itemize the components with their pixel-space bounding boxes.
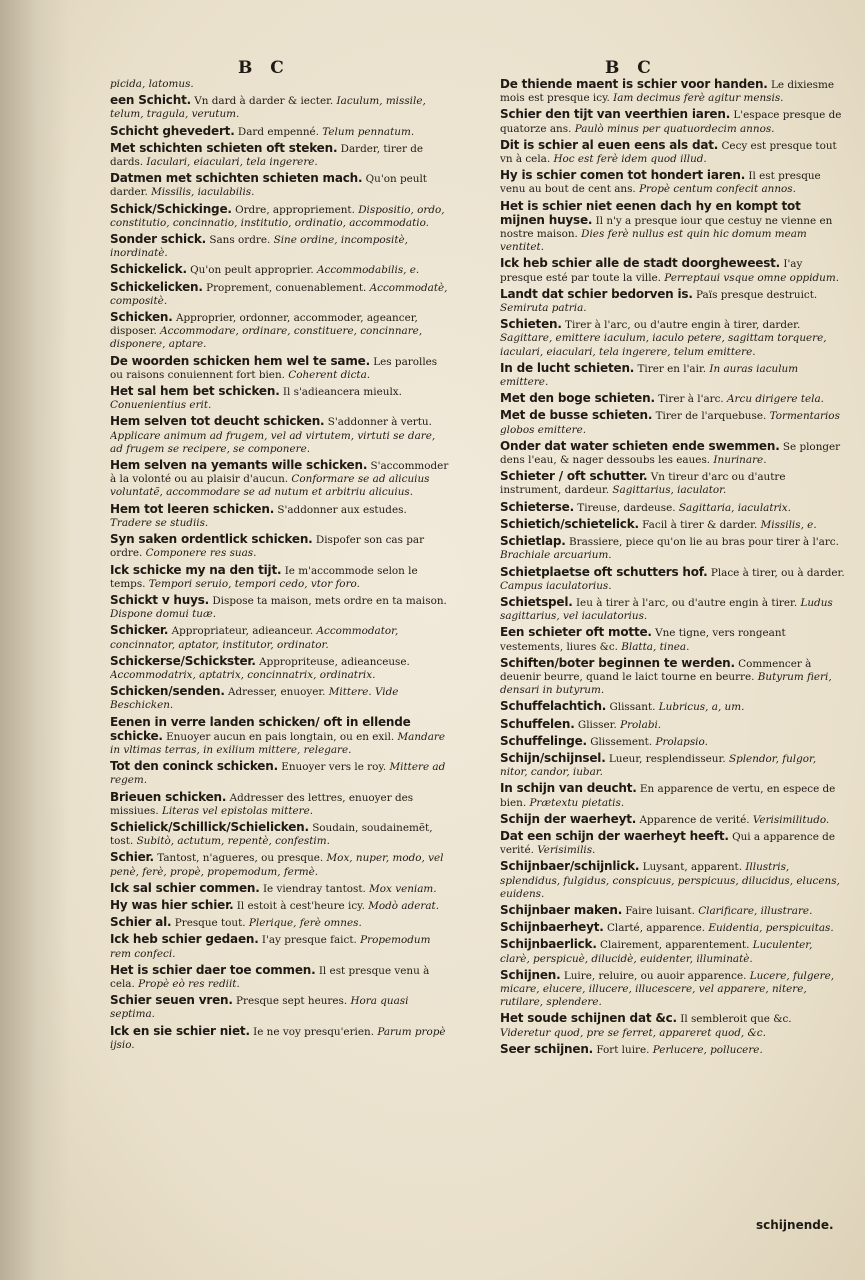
entry-latin: Plerique, ferè omnes.	[248, 917, 362, 930]
dictionary-entry	[110, 415, 450, 456]
entry-headword: In de lucht schieten.	[500, 360, 635, 375]
dictionary-entry	[500, 1012, 845, 1039]
entry-french: Glissant.	[609, 701, 656, 714]
entry-headword: Hem selven na yemants wille schicken.	[110, 458, 368, 473]
dictionary-entry	[110, 94, 450, 121]
entry-headword: Onder dat water schieten ende swemmen.	[500, 438, 780, 453]
dictionary-entry	[110, 791, 450, 818]
entry-latin: Hoc est ferè idem quod illud.	[553, 153, 707, 166]
entry-latin: Dispone domui tuæ.	[110, 608, 217, 621]
entry-french: S'addonner aux estudes.	[277, 503, 407, 516]
entry-french: Ordre, appropriement.	[235, 203, 355, 216]
dictionary-entry	[500, 518, 845, 532]
dictionary-entry	[110, 760, 450, 787]
entry-french: I'ay presque faict.	[261, 934, 357, 947]
entry-headword: Ick heb schier alle de stadt doorgheweest.	[500, 256, 781, 271]
dictionary-entry	[110, 172, 450, 199]
entry-latin: Sagittare, emittere iaculum, iaculo petere, sagittam torquere, iaculari, eiaculari, tela ingerere, telum emittere.	[500, 332, 827, 358]
entry-latin: Modò aderat.	[368, 899, 440, 912]
entry-headword: Het sal hem bet schicken.	[110, 384, 280, 399]
dictionary-entry	[500, 392, 845, 406]
entry-french: Luysant, apparent.	[642, 861, 743, 874]
entry-headword: Schietplaetse oft schutters hof.	[500, 564, 708, 579]
entry-headword: Landt dat schier bedorven is.	[500, 286, 693, 301]
entry-latin: Arcu dirigere tela.	[727, 393, 824, 406]
entry-latin: Tormentarios globos emittere.	[500, 410, 840, 436]
dictionary-entry	[110, 263, 450, 277]
entry-french: Ieu à tirer à l'arc, ou d'autre engin à tirer.	[575, 596, 798, 609]
entry-headword: Schietich/schietelick.	[500, 516, 639, 531]
entry-french: Tirer à l'arc.	[658, 393, 724, 406]
entry-french: Il sembleroit que &c.	[680, 1013, 792, 1026]
dictionary-entry	[500, 501, 845, 515]
entry-headword: In schijn van deucht.	[500, 781, 637, 796]
entry-latin: Lubricus, a, um.	[658, 701, 745, 714]
entry-french: Les parolles ou raisons conuiennent fort bien.	[110, 355, 438, 381]
dictionary-entry	[500, 409, 845, 436]
entry-french: Tantost, n'agueres, ou presque.	[157, 852, 324, 865]
entry-headword: een Schicht.	[110, 93, 191, 108]
entry-french: Addresser des lettres, enuoyer des missiues.	[110, 791, 414, 817]
entry-french: Proprement, conuenablement.	[206, 281, 367, 294]
entry-headword: Ick en sie schier niet.	[110, 1023, 250, 1038]
entry-headword: Ick sal schier commen.	[110, 880, 260, 895]
entry-headword: Schicken/senden.	[110, 684, 225, 699]
entry-headword: Met de busse schieten.	[500, 408, 653, 423]
dictionary-entry	[110, 994, 450, 1021]
entry-french: Le dixiesme mois est presque icy.	[500, 79, 834, 105]
signature-mark-right: B C	[605, 58, 657, 78]
entry-french: Se plonger dens l'eau, & nager dessoubs les eaues.	[500, 440, 841, 467]
entry-french: Ie m'accommode selon le temps.	[110, 564, 418, 590]
entry-headword: Schicht ghevedert.	[110, 123, 235, 138]
entry-headword: Seer schijnen.	[500, 1041, 594, 1056]
entry-headword: Schuffelinge.	[500, 733, 587, 748]
entry-headword: Een schieter oft motte.	[500, 625, 652, 640]
dictionary-entry	[500, 735, 845, 749]
entry-french: Appropriateur, adieanceur.	[171, 625, 314, 638]
entry-french: Faire luisant.	[625, 904, 695, 917]
entry-latin: Campus iaculatorius.	[500, 579, 612, 592]
entry-latin: Iam decimus ferè agitur mensis.	[613, 92, 784, 105]
entry-headword: Eenen in verre landen schicken/ oft in ellende schicke.	[110, 714, 411, 743]
entry-french: Vne tigne, vers rongeant vestements, liures &c.	[500, 627, 786, 653]
entry-latin: Mittere ad regem.	[110, 761, 446, 787]
entry-french: Païs presque destruict.	[696, 288, 818, 301]
entry-french: Lueur, resplendisseur.	[608, 752, 726, 765]
dictionary-entry	[110, 459, 450, 500]
entry-headword: Schickelick.	[110, 262, 187, 277]
entry-french: Il s'adieancera mieulx.	[282, 386, 402, 399]
entry-french: Dard empenné.	[237, 125, 319, 138]
entry-french: En apparence de vertu, en espece de bien.	[500, 783, 836, 809]
dictionary-entry	[110, 203, 450, 230]
entry-latin: In auras iaculum emittere.	[500, 362, 799, 389]
entry-latin: Prolapsio.	[655, 735, 708, 748]
entry-latin: Inurinare.	[713, 454, 767, 467]
dictionary-entry	[500, 718, 845, 732]
entry-headword: Sonder schick.	[110, 232, 207, 247]
entry-french: Facil à tirer & darder.	[642, 518, 758, 531]
entry-headword: Schuffelen.	[500, 716, 575, 731]
entry-latin: Accommodare, ordinare, constituere, concinnare, disponere, aptare.	[110, 325, 423, 351]
entry-french: Il est presque venu au bout de cent ans.	[500, 170, 821, 196]
entry-french: Clarté, apparence.	[606, 922, 706, 935]
entry-headword: Hy is schier comen tot hondert iaren.	[500, 168, 746, 183]
entry-latin: Verisimilis.	[537, 844, 596, 857]
entry-headword: Het is schier niet eenen dach hy en kompt tot mijnen huyse.	[500, 198, 801, 227]
dictionary-entry	[110, 385, 450, 412]
entry-french: Luire, reluire, ou auoir apparence.	[563, 969, 747, 982]
entry-headword: Schijnbaer/schijnlick.	[500, 859, 640, 874]
dictionary-entry	[110, 594, 450, 621]
entry-headword: Dat een schijn der waerheyt heeft.	[500, 828, 729, 843]
entry-french: Soudain, soudainemẽt, tost.	[110, 821, 433, 848]
entry-latin: Prolabi.	[620, 718, 662, 731]
entry-latin: Accommodator, concinnator, aptator, institutor, ordinator.	[110, 625, 399, 651]
entry-latin: Componere res suas.	[145, 547, 257, 560]
entry-headword: Schier seuen vren.	[110, 993, 233, 1008]
dictionary-entry	[110, 533, 450, 560]
entry-latin: Propemodum rem confeci.	[110, 934, 431, 960]
dictionary-entry	[500, 566, 845, 593]
entry-headword: Schicken.	[110, 310, 173, 325]
entry-french: Vn tireur d'arc ou d'autre instrument, dardeur.	[500, 471, 786, 497]
entry-latin: Paulò minus per quatuordecim annos.	[574, 122, 775, 135]
dictionary-entry	[500, 200, 845, 255]
entry-latin: Mittere. Vide Beschicken.	[110, 686, 399, 712]
entry-latin: Sagittarius, iaculator.	[612, 484, 727, 497]
dictionary-entry	[500, 700, 845, 714]
dictionary-entry	[500, 108, 845, 135]
entry-latin: Dispositio, ordo, constitutio, concinnatio, institutio, ordinatio, accommodatio.	[110, 203, 445, 229]
dictionary-entry	[110, 851, 450, 878]
entry-french: Enuoyer aucun en pais longtain, ou en exil.	[166, 730, 395, 743]
entry-headword: Brieuen schicken.	[110, 789, 227, 804]
dictionary-entry	[500, 169, 845, 196]
entry-latin: Telum pennatum.	[322, 125, 415, 138]
entry-french: Apparence de verité.	[639, 813, 750, 826]
entry-latin: Mandare in vltimas terras, in exilium mittere, relegare.	[110, 730, 446, 756]
dictionary-entry	[500, 318, 845, 359]
entry-latin: Videretur quod, pre se ferret, appareret quod, &c.	[500, 1026, 766, 1039]
entry-latin: Mox, nuper, modo, vel penè, ferè, propè, propemodum, fermè.	[110, 852, 444, 878]
entry-headword: Schick/Schickinge.	[110, 201, 232, 216]
dictionary-entry	[500, 288, 845, 315]
entry-headword: Hem tot leeren schicken.	[110, 501, 275, 516]
entry-headword: Schicker.	[110, 623, 169, 638]
entry-latin: Accommodabilis, e.	[317, 264, 420, 277]
entry-french: Il est presque venu à cela.	[110, 964, 430, 990]
entry-french: Qu'on peult darder.	[110, 173, 427, 199]
dictionary-entry	[110, 1025, 450, 1052]
entry-french: Tirer en l'air.	[637, 362, 707, 375]
entry-headword: Schier.	[110, 850, 154, 865]
entry-french: I'ay presque esté par toute la ville.	[500, 258, 803, 284]
dictionary-entry	[500, 139, 845, 166]
entry-latin: Euidentia, perspicuitas.	[708, 922, 834, 935]
entry-latin: Applicare animum ad frugem, vel ad virtutem, virtuti se dare, ad frugem se recipere, se componere.	[110, 429, 436, 455]
dictionary-entry	[500, 782, 845, 809]
entry-latin: Conformare se ad alicuius voluntatẽ, accommodare se ad nutum et arbitriu alicuius.	[110, 473, 430, 499]
entry-headword: Schier den tijt van veerthien iaren.	[500, 107, 731, 122]
dictionary-entry	[110, 78, 450, 91]
entry-latin: Perreptaui vsque omne oppidum.	[664, 271, 840, 284]
entry-headword: Schier al.	[110, 915, 172, 930]
entry-latin: Semiruta patria.	[500, 302, 587, 315]
entry-headword: Schijnen.	[500, 967, 561, 982]
dictionary-entry	[110, 355, 450, 382]
entry-french: Darder, tirer de dards.	[110, 142, 424, 169]
dictionary-entry	[500, 813, 845, 827]
entry-latin: Illustris, splendidus, fulgidus, conspicuus, perspicuus, dilucidus, elucens, euidens.	[500, 861, 840, 900]
dictionary-entry	[500, 1043, 845, 1057]
entry-latin: Dies ferè nullus est quin hic domum meam ventitet.	[500, 228, 807, 254]
entry-headword: Schickelicken.	[110, 279, 203, 294]
entry-french: Il n'y a presque iour que cestuy ne vienne en nostre maison.	[500, 214, 833, 241]
entry-latin: Iaculari, eiaculari, tela ingerere.	[146, 156, 318, 169]
entry-french: S'accommoder à la volonté ou au plaisir d'aucun.	[110, 460, 449, 486]
entry-headword: Het is schier daer toe commen.	[110, 962, 316, 977]
catchword: schijnende.	[756, 1218, 834, 1232]
entry-latin: Accommodatrix, aptatrix, concinnatrix, ordinatrix.	[110, 668, 376, 681]
entry-french: Dispose ta maison, mets ordre en ta maison.	[212, 594, 447, 607]
entry-headword: Schiften/boter beginnen te werden.	[500, 655, 735, 670]
entry-french: Place à tirer, ou à darder.	[710, 566, 845, 579]
dictionary-entry	[500, 921, 845, 935]
entry-latin: Conuenientius erit.	[110, 399, 212, 412]
entry-headword: De woorden schicken hem wel te same.	[110, 353, 370, 368]
dictionary-entry	[110, 916, 450, 930]
entry-french: Glisser.	[577, 718, 617, 731]
entry-french: Ie ne voy presqu'erien.	[253, 1025, 375, 1038]
entry-french: Qu'on peult approprier.	[190, 264, 314, 277]
entry-french: Approprier, ordonner, accommoder, ageancer, disposer.	[110, 312, 418, 338]
dictionary-entry	[500, 535, 845, 562]
right-column	[500, 78, 845, 1238]
entry-french: Tirer à l'arc, ou d'autre engin à tirer, darder.	[565, 319, 801, 332]
entry-headword: Schieterse.	[500, 499, 574, 514]
dictionary-entry	[110, 311, 450, 352]
entry-french: Cecy est presque tout vn à cela.	[500, 139, 837, 166]
signature-mark-left: B C	[238, 58, 290, 78]
entry-latin: Iaculum, missile, telum, tragula, verutum.	[110, 95, 426, 121]
entry-headword: Syn saken ordentlick schicken.	[110, 532, 313, 547]
entry-headword: Schijnbaerlick.	[500, 937, 597, 952]
entry-headword: Datmen met schichten schieten mach.	[110, 171, 363, 186]
entry-latin: Verisimilitudo.	[752, 813, 830, 826]
entry-latin: Propè eò res rediit.	[138, 977, 240, 990]
entry-latin: Tradere se studiis.	[110, 516, 209, 529]
entry-latin: Ludus sagittarius, vel iaculatorius.	[500, 596, 833, 623]
entry-latin: Luculenter, clarè, perspicuè, dilucidè, euidenter, illuminatè.	[500, 939, 813, 965]
entry-french: Dispofer son cas par ordre.	[110, 534, 425, 560]
entry-headword: Schieten.	[500, 317, 562, 332]
dictionary-entry	[500, 78, 845, 105]
left-column	[110, 78, 450, 1238]
entry-headword: Hem selven tot deucht schicken.	[110, 414, 325, 429]
entry-french: Clairement, apparentement.	[600, 939, 750, 952]
entry-french: Tireuse, dardeuse.	[577, 501, 676, 514]
entry-latin: Brachiale arcuarium.	[500, 549, 612, 562]
dictionary-entry	[500, 596, 845, 623]
entry-headword: Het soude schijnen dat &c.	[500, 1011, 677, 1026]
entry-headword: De thiende maent is schier voor handen.	[500, 78, 768, 91]
dictionary-entry	[110, 899, 450, 913]
entry-headword: Schijnbaerheyt.	[500, 920, 604, 935]
dictionary-entry	[110, 882, 450, 896]
entry-headword: Schielick/Schillick/Schielicken.	[110, 819, 309, 834]
dictionary-entry	[500, 752, 845, 779]
entry-headword: Tot den coninck schicken.	[110, 759, 278, 774]
dictionary-entry	[110, 933, 450, 960]
entry-french: Commencer à deuenir beurre, quand le laict tourne en beurre.	[500, 657, 812, 683]
entry-headword: Schickt v huys.	[110, 592, 210, 607]
dictionary-entry	[110, 655, 450, 682]
entry-headword: Hy was hier schier.	[110, 897, 234, 912]
dictionary-entry	[500, 470, 845, 497]
entry-latin: Clarificare, illustrare.	[698, 904, 813, 917]
entry-headword: Schijnbaer maken.	[500, 902, 623, 917]
dictionary-entry	[110, 716, 450, 758]
entry-latin: Sagittaria, iaculatrix.	[678, 501, 791, 514]
entry-latin: Subitò, actutum, repentè, confestim.	[136, 835, 330, 848]
entry-headword: Schijn der waerheyt.	[500, 811, 637, 826]
dictionary-entry	[110, 142, 450, 169]
entry-french: Ie viendray tantost.	[262, 882, 366, 895]
dictionary-entry	[500, 626, 845, 653]
entry-headword: Schieter / oft schutter.	[500, 469, 648, 484]
dictionary-entry	[110, 685, 450, 712]
entry-latin: Coherent dicta.	[288, 368, 371, 381]
entry-latin: Butyrum fieri, densari in butyrum.	[500, 670, 832, 697]
dictionary-entry	[500, 969, 845, 1010]
entry-french: S'addonner à vertu.	[327, 416, 432, 429]
entry-french: Fort luire.	[596, 1043, 650, 1056]
dictionary-entry	[110, 503, 450, 530]
entry-headword: Schuffelachtich.	[500, 699, 607, 714]
entry-latin: Blatta, tinea.	[621, 640, 690, 653]
entry-french: Vn dard à darder & iecter.	[194, 95, 334, 108]
dictionary-entry	[110, 125, 450, 139]
entry-french: Qui a apparence de verité.	[500, 830, 835, 857]
dictionary-entry	[110, 964, 450, 991]
entry-french: Il estoit à cest'heure icy.	[236, 899, 365, 912]
entry-latin: picida, latomus.	[110, 78, 194, 90]
binding-gutter	[0, 0, 70, 1280]
entry-headword: Ick schicke my na den tijt.	[110, 562, 282, 577]
entry-french: Enuoyer vers le roy.	[281, 761, 387, 774]
dictionary-entry	[500, 938, 845, 965]
entry-latin: Missilis, e.	[760, 518, 817, 531]
entry-french: Brassiere, piece qu'on lie au bras pour tirer à l'arc.	[568, 536, 839, 549]
entry-french: Glissement.	[590, 735, 653, 748]
entry-latin: Perlucere, pollucere.	[652, 1043, 763, 1056]
entry-headword: Met schichten schieten oft steken.	[110, 140, 338, 155]
entry-headword: Schickerse/Schickster.	[110, 653, 256, 668]
entry-latin: Missilis, iaculabilis.	[151, 186, 255, 199]
entry-headword: Ick heb schier gedaen.	[110, 932, 259, 947]
entry-latin: Splendor, fulgor, nitor, candor, iubar.	[500, 752, 817, 779]
entry-french: Sans ordre.	[209, 234, 271, 247]
entry-latin: Tempori seruio, tempori cedo, vtor foro.	[148, 577, 360, 590]
dictionary-entry	[110, 821, 450, 848]
dictionary-entry	[500, 860, 845, 901]
entry-latin: Hora quasi septima.	[110, 995, 409, 1021]
entry-french: L'espace presque de quatorze ans.	[500, 109, 842, 135]
dictionary-entry	[500, 657, 845, 698]
entry-french: Presque tout.	[174, 917, 246, 930]
dictionary-entry	[500, 904, 845, 918]
entry-latin: Sine ordine, incompositè, inordinatè.	[110, 234, 408, 260]
entry-headword: Dit is schier al euen eens als dat.	[500, 137, 719, 152]
entry-headword: Schietlap.	[500, 534, 566, 549]
entry-latin: Propè centum confecit annos.	[639, 183, 796, 196]
dictionary-entry	[110, 564, 450, 591]
dictionary-entry	[110, 281, 450, 308]
entry-french: Presque sept heures.	[236, 995, 348, 1008]
entry-headword: Schijn/schijnsel.	[500, 750, 606, 765]
dictionary-entry	[500, 257, 845, 284]
dictionary-entry	[500, 440, 845, 467]
entry-french: Adresser, enuoyer.	[228, 686, 326, 699]
entry-latin: Accommodatè, compositè.	[110, 281, 448, 307]
entry-latin: Parum propè ijsio.	[110, 1025, 446, 1051]
entry-headword: Met den boge schieten.	[500, 391, 655, 406]
entry-latin: Lucere, fulgere, micare, elucere, illucere, illucescere, vel apparere, nitere, rutilare, splendere.	[500, 969, 835, 1009]
dictionary-entry	[500, 830, 845, 857]
entry-french: Tirer de l'arquebuse.	[655, 410, 767, 423]
dictionary-entry	[500, 362, 845, 389]
entry-latin: Mox veniam.	[369, 882, 437, 895]
dictionary-entry	[110, 233, 450, 260]
entry-latin: Prætextu pietatis.	[529, 796, 625, 809]
entry-latin: Literas vel epistolas mittere.	[161, 804, 314, 817]
entry-headword: Schietspel.	[500, 594, 573, 609]
dictionary-entry	[110, 624, 450, 651]
entry-french: Appropriteuse, adieanceuse.	[259, 655, 410, 668]
